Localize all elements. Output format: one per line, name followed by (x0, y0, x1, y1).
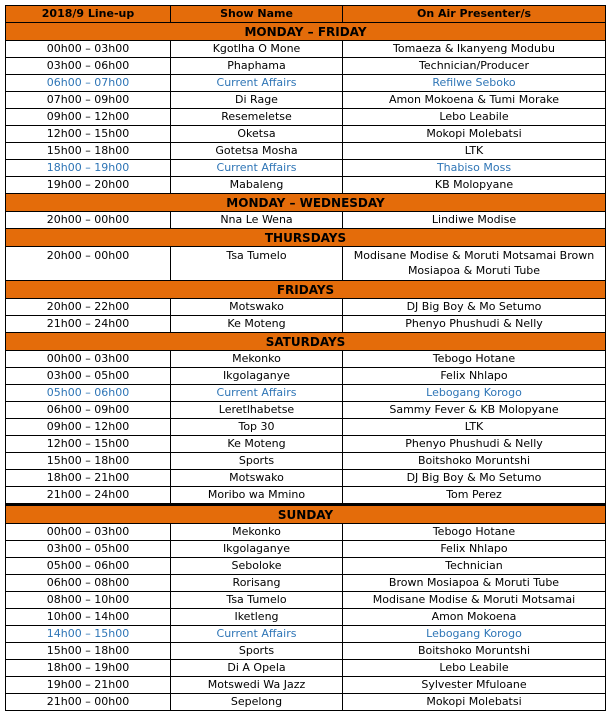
table-row (6, 575, 606, 592)
presenters-cell: Felix Nhlapo (343, 368, 606, 385)
show-name-cell: Rorisang (171, 575, 343, 592)
table-row (6, 92, 606, 109)
section-title: SATURDAYS (6, 333, 606, 351)
section-title: MONDAY – FRIDAY (6, 23, 606, 41)
show-name-cell: Resemeletse (171, 109, 343, 126)
presenters-cell: Technician/Producer (343, 58, 606, 75)
show-name-cell: Tsa Tumelo (171, 247, 343, 281)
show-name-cell: Ke Moteng (171, 316, 343, 333)
show-name-cell: Tsa Tumelo (171, 592, 343, 609)
show-name-cell: Sports (171, 453, 343, 470)
show-name-cell: Leretlhabetse (171, 402, 343, 419)
section-title: THURSDAYS (6, 229, 606, 247)
time-cell: 18h00 – 21h00 (6, 470, 171, 487)
presenters-cell: Phenyo Phushudi & Nelly (343, 436, 606, 453)
time-cell: 19h00 – 21h00 (6, 677, 171, 694)
show-name-cell: Ikgolaganye (171, 541, 343, 558)
table-row (6, 160, 606, 177)
section-header-row (6, 505, 606, 524)
presenters-cell: Refilwe Seboko (343, 75, 606, 92)
table-row (6, 643, 606, 660)
time-cell: 00h00 – 03h00 (6, 41, 171, 58)
show-name-cell: Mekonko (171, 524, 343, 541)
time-cell: 08h00 – 10h00 (6, 592, 171, 609)
section-header-row (6, 229, 606, 247)
presenters-cell: Lebogang Korogo (343, 626, 606, 643)
presenters-cell: Boitshoko Moruntshi (343, 643, 606, 660)
show-name-cell: Di Rage (171, 92, 343, 109)
time-cell: 03h00 – 05h00 (6, 541, 171, 558)
time-cell: 18h00 – 19h00 (6, 660, 171, 677)
presenters-cell: Tom Perez (343, 487, 606, 505)
time-cell: 15h00 – 18h00 (6, 643, 171, 660)
presenters-cell: Lebogang Korogo (343, 385, 606, 402)
show-name-cell: Motswako (171, 470, 343, 487)
section-header-row (6, 194, 606, 212)
schedule-body (6, 23, 606, 711)
presenters-cell: Amon Mokoena (343, 609, 606, 626)
show-name-cell: Current Affairs (171, 626, 343, 643)
show-name-cell: Phaphama (171, 58, 343, 75)
show-name-cell: Iketleng (171, 609, 343, 626)
presenters-cell: Tebogo Hotane (343, 351, 606, 368)
table-row (6, 626, 606, 643)
header-row (6, 6, 606, 23)
time-cell: 15h00 – 18h00 (6, 453, 171, 470)
time-cell: 00h00 – 03h00 (6, 351, 171, 368)
table-row (6, 558, 606, 575)
show-name-cell: Sepelong (171, 694, 343, 711)
show-name-cell: Nna Le Wena (171, 212, 343, 229)
time-cell: 00h00 – 03h00 (6, 524, 171, 541)
time-cell: 14h00 – 15h00 (6, 626, 171, 643)
presenters-cell: Mokopi Molebatsi (343, 126, 606, 143)
time-cell: 12h00 – 15h00 (6, 126, 171, 143)
presenters-cell: Modisane Modise & Moruti Motsamai (343, 592, 606, 609)
table-row (6, 177, 606, 194)
table-row (6, 351, 606, 368)
time-cell: 05h00 – 06h00 (6, 558, 171, 575)
time-cell: 18h00 – 19h00 (6, 160, 171, 177)
time-cell: 06h00 – 07h00 (6, 75, 171, 92)
table-row (6, 419, 606, 436)
section-header-row (6, 281, 606, 299)
table-row (6, 75, 606, 92)
show-name-cell: Mabaleng (171, 177, 343, 194)
show-name-cell: Seboloke (171, 558, 343, 575)
time-cell: 07h00 – 09h00 (6, 92, 171, 109)
presenters-cell: Phenyo Phushudi & Nelly (343, 316, 606, 333)
table-row (6, 470, 606, 487)
presenters-cell: DJ Big Boy & Mo Setumo (343, 299, 606, 316)
time-cell: 20h00 – 22h00 (6, 299, 171, 316)
time-cell: 06h00 – 09h00 (6, 402, 171, 419)
time-cell: 09h00 – 12h00 (6, 109, 171, 126)
time-cell: 03h00 – 06h00 (6, 58, 171, 75)
table-row (6, 402, 606, 419)
show-name-cell: Motswedi Wa Jazz (171, 677, 343, 694)
presenters-cell: Tomaeza & Ikanyeng Modubu (343, 41, 606, 58)
presenters-cell: Sylvester Mfuloane (343, 677, 606, 694)
show-name-cell: Ikgolaganye (171, 368, 343, 385)
show-name-cell: Moribo wa Mmino (171, 487, 343, 505)
presenters-cell: Brown Mosiapoa & Moruti Tube (343, 575, 606, 592)
table-row (6, 609, 606, 626)
presenters-cell: Lebo Leabile (343, 660, 606, 677)
presenters-cell: Lindiwe Modise (343, 212, 606, 229)
presenters-cell: DJ Big Boy & Mo Setumo (343, 470, 606, 487)
show-name-cell: Kgotlha O Mone (171, 41, 343, 58)
show-name-cell: Mekonko (171, 351, 343, 368)
time-cell: 12h00 – 15h00 (6, 436, 171, 453)
show-name-cell: Current Affairs (171, 75, 343, 92)
table-row (6, 109, 606, 126)
presenters-cell: KB Molopyane (343, 177, 606, 194)
show-name-cell: Di A Opela (171, 660, 343, 677)
table-row (6, 385, 606, 402)
table-row (6, 453, 606, 470)
lineup-table (5, 5, 606, 711)
show-name-cell: Sports (171, 643, 343, 660)
section-header-row (6, 333, 606, 351)
table-row (6, 694, 606, 711)
table-row (6, 126, 606, 143)
header-lineup: 2018/9 Line-up (6, 6, 171, 23)
presenters-cell: LTK (343, 143, 606, 160)
table-row (6, 368, 606, 385)
presenters-cell: LTK (343, 419, 606, 436)
header-presenters: On Air Presenter/s (343, 6, 606, 23)
time-cell: 20h00 – 00h00 (6, 212, 171, 229)
section-header-row (6, 23, 606, 41)
presenters-cell: Mokopi Molebatsi (343, 694, 606, 711)
show-name-cell: Current Affairs (171, 160, 343, 177)
show-name-cell: Gotetsa Mosha (171, 143, 343, 160)
table-row (6, 660, 606, 677)
presenters-cell: Lebo Leabile (343, 109, 606, 126)
table-row (6, 487, 606, 505)
show-name-cell: Top 30 (171, 419, 343, 436)
presenters-cell: Felix Nhlapo (343, 541, 606, 558)
table-row (6, 524, 606, 541)
presenters-cell: Sammy Fever & KB Molopyane (343, 402, 606, 419)
presenters-cell: Technician (343, 558, 606, 575)
table-row (6, 592, 606, 609)
table-row (6, 212, 606, 229)
time-cell: 15h00 – 18h00 (6, 143, 171, 160)
time-cell: 05h00 – 06h00 (6, 385, 171, 402)
presenters-cell: Boitshoko Moruntshi (343, 453, 606, 470)
show-name-cell: Ke Moteng (171, 436, 343, 453)
table-row (6, 436, 606, 453)
table-row (6, 58, 606, 75)
show-name-cell: Current Affairs (171, 385, 343, 402)
presenters-cell: Modisane Modise & Moruti Motsamai Brown Mosiapoa & Moruti Tube (343, 247, 606, 281)
time-cell: 10h00 – 14h00 (6, 609, 171, 626)
section-title: FRIDAYS (6, 281, 606, 299)
time-cell: 09h00 – 12h00 (6, 419, 171, 436)
time-cell: 20h00 – 00h00 (6, 247, 171, 281)
table-row (6, 677, 606, 694)
time-cell: 21h00 – 00h00 (6, 694, 171, 711)
time-cell: 06h00 – 08h00 (6, 575, 171, 592)
presenters-cell: Tebogo Hotane (343, 524, 606, 541)
table-row (6, 143, 606, 160)
table-row (6, 299, 606, 316)
show-name-cell: Oketsa (171, 126, 343, 143)
table-row (6, 316, 606, 333)
presenters-cell: Thabiso Moss (343, 160, 606, 177)
table-row (6, 247, 606, 281)
time-cell: 03h00 – 05h00 (6, 368, 171, 385)
presenters-cell: Amon Mokoena & Tumi Morake (343, 92, 606, 109)
time-cell: 19h00 – 20h00 (6, 177, 171, 194)
table-row (6, 541, 606, 558)
section-title: MONDAY – WEDNESDAY (6, 194, 606, 212)
show-name-cell: Motswako (171, 299, 343, 316)
table-row (6, 41, 606, 58)
time-cell: 21h00 – 24h00 (6, 316, 171, 333)
header-show-name: Show Name (171, 6, 343, 23)
time-cell: 21h00 – 24h00 (6, 487, 171, 505)
section-title: SUNDAY (6, 505, 606, 524)
